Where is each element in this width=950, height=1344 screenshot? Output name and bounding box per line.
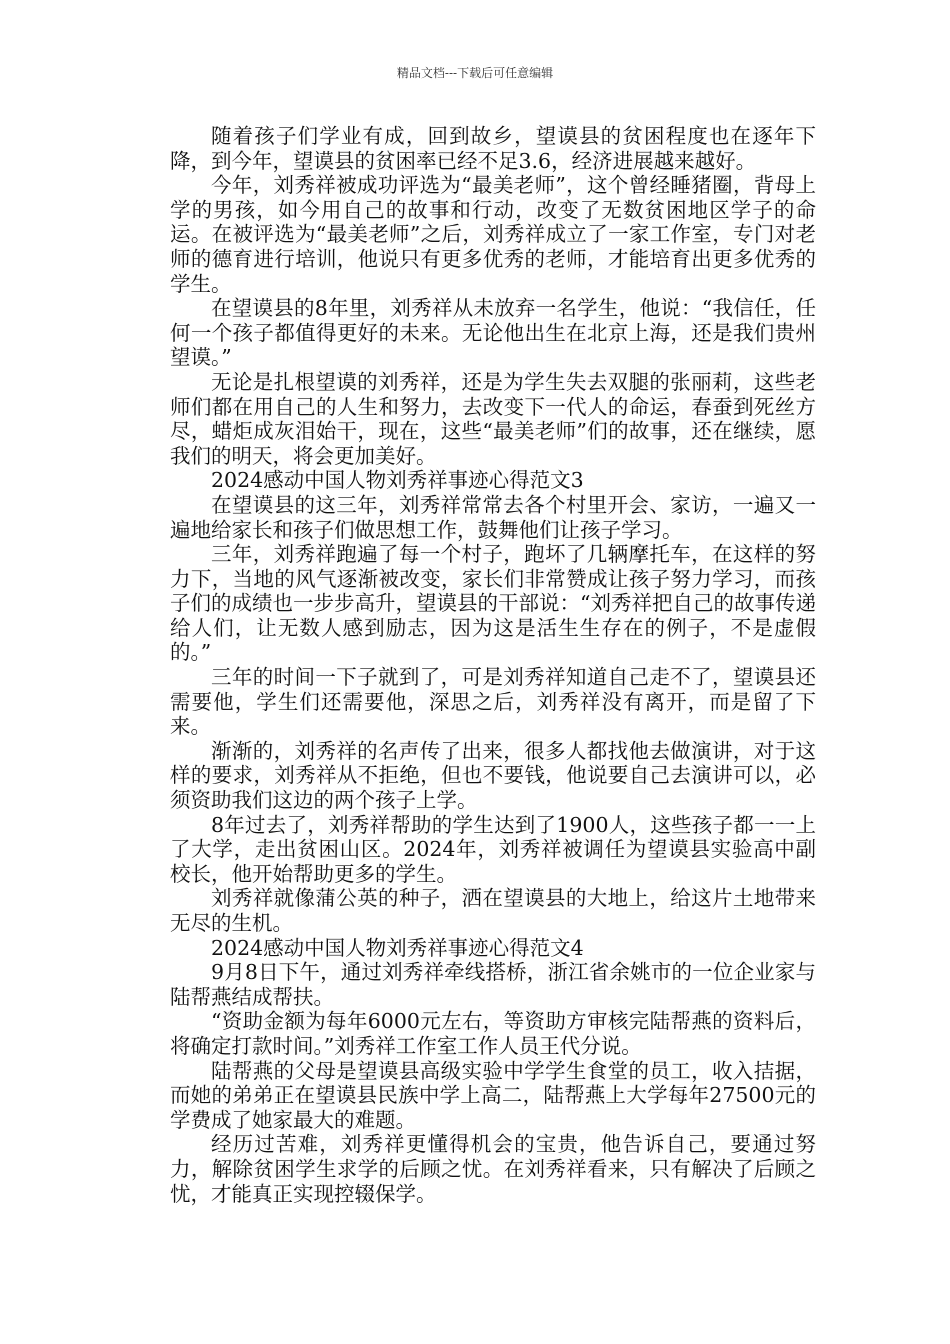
paragraph: 在望谟县的这三年，刘秀祥常常去各个村里开会、家访，一遍又一遍地给家长和孩子们做思想工作，鼓舞他们让孩子学习。 [170,492,816,542]
paragraph: 三年，刘秀祥跑遍了每一个村子，跑坏了几辆摩托车，在这样的努力下，当地的风气逐渐被改变，家长们非常赞成让孩子努力学习，而孩子们的成绩也一步步高升，望谟县的干部说：“刘秀祥把自己的故事传递给人们，让无数人感到励志，因为这是活生生存在的例子，不是虚假的。” [170,542,816,665]
paragraph: 三年的时间一下子就到了，可是刘秀祥知道自己走不了，望谟县还需要他，学生们还需要他，深思之后，刘秀祥没有离开，而是留了下来。 [170,665,816,739]
paragraph: 今年，刘秀祥被成功评选为“最美老师”，这个曾经睡猪圈，背母上学的男孩，如今用自己的故事和行动，改变了无数贫困地区学子的命运。在被评选为“最美老师”之后，刘秀祥成立了一家工作室，专门对老师的德育进行培训，他说只有更多优秀的老师，才能培育出更多优秀的学生。 [170,173,816,296]
section-heading: 2024感动中国人物刘秀祥事迹心得范文3 [211,468,584,493]
paragraph: “资助金额为每年6000元左右，等资助方审核完陆帮燕的资料后，将确定打款时间。”刘秀祥工作室工作人员王代分说。 [170,1009,816,1058]
paragraph: 刘秀祥就像蒲公英的种子，洒在望谟县的大地上，给这片土地带来无尽的生机。 [170,886,816,935]
paragraph: 随着孩子们学业有成，回到故乡，望谟县的贫困程度也在逐年下降，到今年，望谟县的贫困率已经不足3.6，经济进展越来越好。 [170,124,816,173]
document-body [170,124,816,1206]
page-header: 精品文档---下载后可任意编辑 [396,66,554,80]
paragraph: 陆帮燕的父母是望谟县高级实验中学学生食堂的员工，收入拮据，而她的弟弟正在望谟县民族中学上高二，陆帮燕上大学每年27500元的学费成了她家最大的难题。 [170,1058,816,1132]
paragraph: 8年过去了，刘秀祥帮助的学生达到了1900人，这些孩子都一一上了大学，走出贫困山区。2024年，刘秀祥被调任为望谟县实验高中副校长，他开始帮助更多的学生。 [170,812,816,886]
paragraph: 无论是扎根望谟的刘秀祥，还是为学生失去双腿的张丽莉，这些老师们都在用自己的人生和努力，去改变下一代人的命运，春蚕到死丝方尽，蜡炬成灰泪始干，现在，这些“最美老师”们的故事，还在继续，愿我们的明天，将会更加美好。 [170,369,816,468]
section-heading: 2024感动中国人物刘秀祥事迹心得范文4 [211,935,584,960]
paragraph: 渐渐的，刘秀祥的名声传了出来，很多人都找他去做演讲，对于这样的要求，刘秀祥从不拒绝，但也不要钱，他说要自己去演讲可以，必须资助我们这边的两个孩子上学。 [170,738,816,813]
paragraph: 9月8日下午，通过刘秀祥牵线搭桥，浙江省余姚市的一位企业家与陆帮燕结成帮扶。 [170,960,816,1009]
paragraph: 经历过苦难，刘秀祥更懂得机会的宝贵，他告诉自己，要通过努力，解除贫困学生求学的后顾之忧。在刘秀祥看来，只有解决了后顾之忧，才能真正实现控辍保学。 [170,1132,816,1206]
paragraph: 在望谟县的8年里，刘秀祥从未放弃一名学生，他说：“我信任，任何一个孩子都值得更好的未来。无论他出生在北京上海，还是我们贵州望谟。” [170,296,816,370]
